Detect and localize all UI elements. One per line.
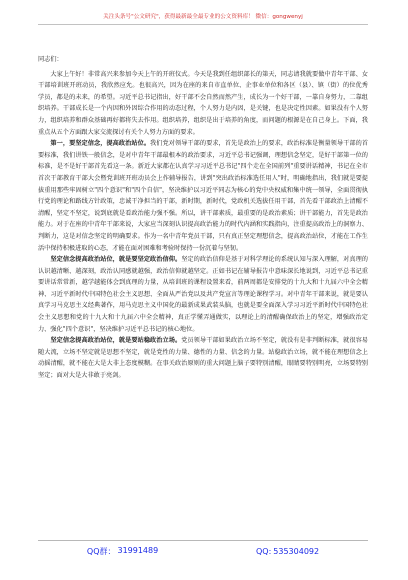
paragraph-4 [38,335,368,381]
footer-qq-contact [256,547,319,556]
paragraph-text: 我们党对领导干部的要求，首先是政治上的要求，政治标准是衡量领导干部的首要标准，我们讲铁一般信念，是对中青年干部最根本的政治要求，习近平总书记强调，理想信念坚定，是好干部第一位的标准，是不是好干部首先看这一条。新近大家都在认真学习习近平总书记"四个走在全国前列"重要讲话精神，书记在全市首次干部教育干部大会暨党训班开班动员会上作辅导报告，讲到"突出政治标准选任用人"时，明确地指出，我们就是要提拔重用那些牢固树立"四个意识"和"四个自信"，坚决维护以习近平同志为核心的党中央权威和集中统一领导，全面贯彻执行党的理论和路线方针政策，忠诚干净担当的干部，新时期，新时代，党政机关选拔任用干部，首先看干部政治上清醒不清醒，坚定不坚定，说到底就是看政治能力强不强。所以，讲干部素质，最重要的是政治素质；讲干部能力，首先是政治能力。对于在座的中青年干部来说，大家应当深刻认识提高政治能力的时代内涵和实践指向，注重提高政治上的洞察力、判断力，这是对信念坚定的明确要求。作为一名中青年党员干部，只有真正坚定理想信念，提高政治站位，才能在工作生活中保持积极进取的心态，才能在面对困难和考验时保持一份沉着与坚韧。 [38,140,368,252]
footer-qq-group-label: QQ群： [86,546,116,556]
footer-qq-contact-label: QQ: [255,546,272,556]
paragraph-text: 坚定的政治信仰是基于对科学理论的系统认知与深入理解，对真理的认识越清晰、越深刻，政治认同感就越强，政治信仰就越坚定。正如书记在辅导报告中意味深长地说到，习近平总书记重要讲话常常新，越学越能体会到真理的力量，从培训班的课程设置来看，前两周都是安排党的十九大和十九届六中全会精神、习近平新时代中国特色社会主义思想、全面从严治党以及共产党宣言等理论课程学习。对中青年干部来说，就是要认真学习马克思主义经典著作，用马克思主义中国化的最新成果武装头脑，也就是要全面深入学习习近平新时代中国特色社会主义思想和党的十九大和十九届六中全会精神，真正学懂弄通做实，以理论上的清醒确保政治上的坚定，增强政治定力、强化"四个意识"，坚决维护习近平总书记的核心地位。 [38,256,368,333]
paragraph-text: 党员领导干部如果政治立场不坚定，就没有是非判断标准，就很容易随大流，立场不坚定就是思想不坚定，就是党性的力量、德性的力量、信念的力量。站稳政治立场，就不能在理想信念上动摇清醒，就不能在大是大非上态度模糊。在事关政治原则的重大问题上脑子要特别清醒，眼睛要特别明亮，立场要特别坚定；面对大是大非敢于亮剑。 [38,337,368,380]
header-banner: 关注头条号"公文研究"，获得最新最全最专业的公文资料库！ 微信：gongwenyj [38,10,368,25]
footer-bar [38,540,368,561]
footer-qq-group-value: 31991489 [117,545,159,555]
document-body [38,54,368,524]
footer-qq-contact-value: 535304092 [273,546,320,556]
paragraph-lead: 坚定信念提高政治站位，就是要坚定政治信仰。 [50,256,182,264]
paragraph-3 [38,254,368,335]
footer-qq-group [87,546,158,557]
paragraph-1 [38,69,368,139]
paragraph-2 [38,138,368,254]
paragraph-text: 大家上午好！非常高兴来参加今天上午的开班仪式。今天是我到任组织部长的第天，同志请我就要做中青年干部、女干部培训班开班动员，我欣然应允。也很高兴，因为在座的来自市直单位、企事业单位和各区（县）、镇（街）的位优秀学员，都是的未来，的希望。习近平总书记指出，好干部不会自然而然产生，成长为一个好干部，一靠自身努力，二靠组织培养。干部成长是一个内因和外因综合作用的动态过程，个人努力是内因，是关键，也是决定性因素。如果没有个人努力，组织培养和群众基础再好都将失去作用。组织培养，组织是出于培养的角度，而问题的根源是在自己身上。下面，我重点从五个方面跟大家交流探讨有关个人努力方面的要求。 [38,70,368,136]
greeting: 同志们： [38,56,63,63]
paragraph-lead: 坚定信念提高政治站位，就是要站稳政治立场。 [50,337,182,345]
paragraph-lead: 第一，要坚定信念，提高政治站位。 [50,140,151,148]
